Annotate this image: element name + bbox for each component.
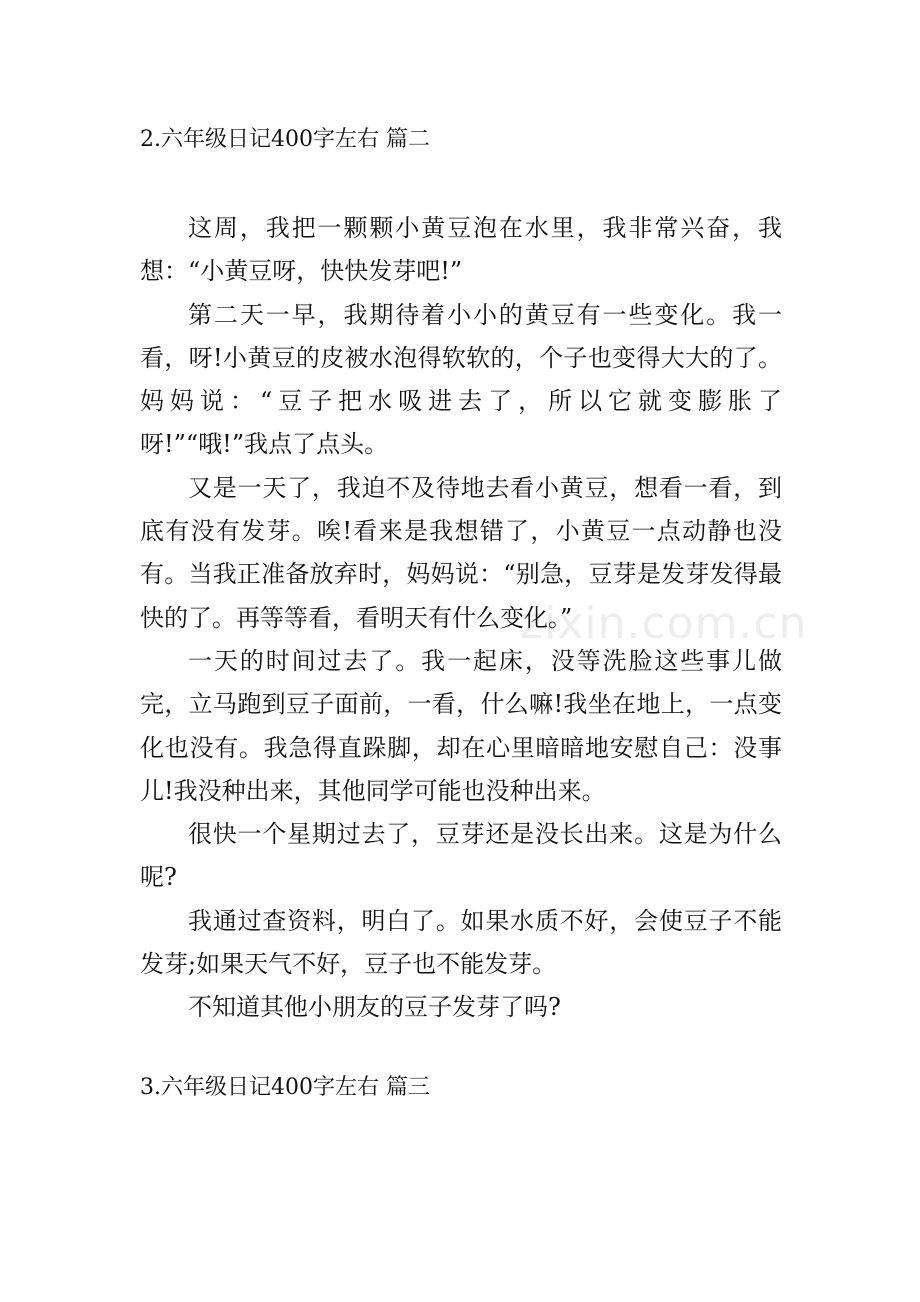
paragraph-2: 第二天一早，我期待着小小的黄豆有一些变化。我一看，呀!小黄豆的皮被水泡得软软的，个子也变得大大的了。妈妈说：“豆子把水吸进去了，所以它就变膨胀了呀!”“哦!”我点了点头。 — [140, 300, 782, 459]
paragraph-6: 我通过查资料，明白了。如果水质不好，会使豆子不能发芽;如果天气不好，豆子也不能发芽。 — [140, 906, 782, 979]
paragraph-5: 很快一个星期过去了，豆芽还是没长出来。这是为什么呢? — [140, 820, 782, 892]
paragraph-1: 这周，我把一颗颗小黄豆泡在水里，我非常兴奋，我想：“小黄豆呀，快快发芽吧!” — [140, 214, 782, 286]
paragraph-3: 又是一天了，我迫不及待地去看小黄豆，想看一看，到底有没有发芽。唉!看来是我想错了，小黄豆一点动静也没有。当我正准备放弃时，妈妈说：“别急，豆芽是发芽发得最快的了。再等等看，看明天有什么变化。” — [140, 473, 782, 632]
paragraph-7: 不知道其他小朋友的豆子发芽了吗? — [188, 993, 561, 1022]
section-three-title: 3.六年级日记400字左右 篇三 — [140, 1075, 430, 1100]
watermark: zixin.com.cn — [520, 598, 808, 649]
section-two-title: 2.六年级日记400字左右 篇二 — [140, 127, 430, 152]
paragraph-4: 一天的时间过去了。我一起床，没等洗脸这些事儿做完，立马跑到豆子面前，一看，什么嘛!我坐在地上，一点变化也没有。我急得直跺脚，却在心里暗暗地安慰自己：没事儿!我没种出来，其他同学可能也没种出来。 — [140, 646, 782, 805]
